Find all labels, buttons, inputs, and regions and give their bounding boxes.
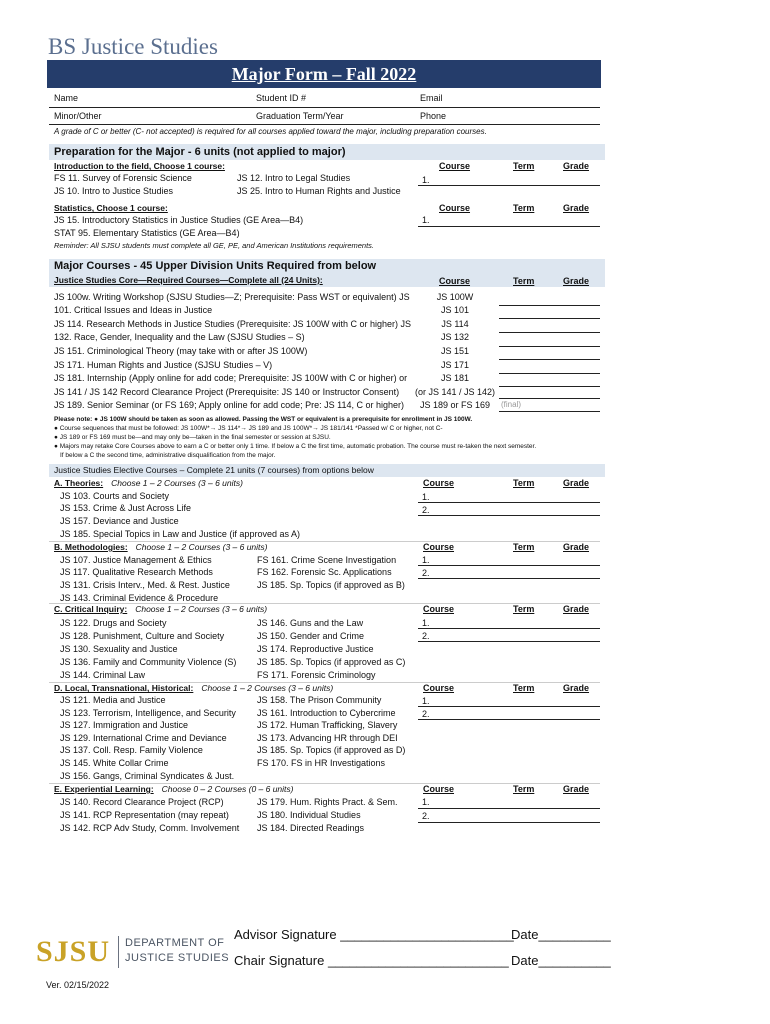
elective-course: JS 179. Hum. Rights Pract. & Sem. [257,797,398,807]
version-label: Ver. 02/15/2022 [46,980,110,990]
elective-course: JS 184. Directed Readings [257,823,365,833]
term-header: Term [513,683,535,693]
elective-group-header [54,604,267,614]
entry-line[interactable] [418,808,600,809]
note-line: ● JS 189 or FS 169 must be—and may only be—taken in the final semester or session at SJSU. [54,434,331,441]
elective-course: JS 142. RCP Adv Study, Comm. Involvement [60,823,240,833]
elective-course: JS 185. Special Topics in Law and Justice (if approved as A) [60,529,300,539]
elective-course: JS 121. Media and Justice [60,695,166,705]
entry-line[interactable] [418,822,600,823]
intro-course: FS 11. Survey of Forensic Science [54,173,192,183]
grade-note: A grade of C or better (C- not accepted) is required for all courses applied toward the major, including preparation courses. [54,127,487,136]
row-number: 2. [422,505,430,515]
elective-course: JS 128. Punishment, Culture and Society [60,631,225,641]
row-number: 1. [422,492,430,502]
elective-group-label: D. Local, Transnational, Historical: [54,683,194,693]
course-code: JS 132 [440,332,470,342]
group-divider [49,541,600,542]
stats-label: Statistics, Choose 1 course: [54,203,168,213]
intro-course: JS 10. Intro to Justice Studies [54,186,174,196]
intro-course: JS 12. Intro to Legal Studies [237,173,351,183]
row-number: 2. [422,709,430,719]
intro-label: Introduction to the field, Choose 1 course: [54,161,225,171]
elective-course: JS 153. Crime & Just Across Life [60,503,192,513]
row-number: 1. [422,215,430,225]
course-header: Course [423,784,455,794]
course-code: JS 101 [440,305,470,315]
stats-course: STAT 95. Elementary Statistics (GE Area—B4) [54,228,240,238]
elective-group-header [54,784,294,794]
logo-divider [118,936,119,968]
department-line: DEPARTMENT OF [125,937,225,949]
row-number: 2. [422,631,430,641]
elective-course: JS 156. Gangs, Criminal Syndicates & Just. [60,771,235,781]
entry-line[interactable] [418,578,600,579]
elective-course: JS 127. Immigration and Justice [60,720,189,730]
course-code: JS 151 [440,346,470,356]
chair-signature[interactable]: Chair Signature _________________________ [234,953,509,968]
core-course: JS 181. Internship (Apply online for add code; Prerequisite: JS 100W with C or higher) or [54,373,408,383]
prep-heading: Preparation for the Major - 6 units (not applied to major) [49,144,605,160]
core-course: 132. Race, Gender, Inequality and the Law (SJSU Studies – S) [54,332,305,342]
elective-group-rule: Choose 0 – 2 Courses (0 – 6 units) [161,784,294,794]
entry-line[interactable] [499,359,600,360]
elective-course: JS 172. Human Trafficking, Slavery [257,720,398,730]
row-number: 1. [422,797,430,807]
elective-course: JS 174. Reproductive Justice [257,644,374,654]
entry-line[interactable] [418,719,600,720]
course-header: Course [439,276,471,286]
term-header: Term [513,542,535,552]
elective-course: JS 130. Sexuality and Justice [60,644,178,654]
elective-course: JS 173. Advancing HR through DEI [257,733,398,743]
department-name [125,936,229,966]
elective-course: JS 157. Deviance and Justice [60,516,179,526]
course-header: Course [423,478,455,488]
elective-course: JS 180. Individual Studies [257,810,361,820]
term-header: Term [513,604,535,614]
elective-course: JS 137. Coll. Resp. Family Violence [60,745,203,755]
entry-line[interactable] [499,386,600,387]
intro-course: JS 25. Intro to Human Rights and Justice [237,186,401,196]
entry-line[interactable] [418,515,600,516]
note-line: If below a C the second time, administrative disqualification from the major. [60,452,276,459]
elective-course: JS 185. Sp. Topics (if approved as D) [257,745,406,755]
email-label: Email [420,93,443,103]
department-line: JUSTICE STUDIES [125,952,230,964]
name-label: Name [54,93,79,103]
core-course: JS 171. Human Rights and Justice (SJSU Studies – V) [54,360,273,370]
course-code: JS 171 [440,360,470,370]
core-course: JS 189. Senior Seminar (or FS 169; Apply online for add code; Pre: JS 114, C or higher) [54,400,405,410]
entry-line[interactable] [499,398,600,399]
elective-course: JS 150. Gender and Crime [257,631,365,641]
term-header: Term [513,784,535,794]
reminder: Reminder: All SJSU students must complete all GE, PE, and American Institutions requirements. [54,241,374,250]
stats-course: JS 15. Introductory Statistics in Justice Studies (GE Area—B4) [54,215,304,225]
elective-course: JS 140. Record Clearance Project (RCP) [60,797,224,807]
elective-group-rule: Choose 1 – 2 Courses (3 – 6 units) [201,683,334,693]
course-header: Course [439,203,471,213]
info-row-line [49,107,600,108]
entry-line[interactable] [418,641,600,642]
course-code: JS 114 [441,319,469,329]
elective-course: FS 171. Forensic Criminology [257,670,376,680]
elective-course: JS 103. Courts and Society [60,491,170,501]
entry-line[interactable] [418,226,600,227]
group-divider [49,603,600,604]
elective-course: JS 141. RCP Representation (may repeat) [60,810,229,820]
entry-line[interactable] [418,565,600,566]
core-label: Justice Studies Core—Required Courses—Complete all (24 Units): [49,274,605,287]
info-row-line [49,124,600,125]
advisor-signature[interactable]: Advisor Signature ________________________ [234,927,514,942]
elective-course: JS 129. International Crime and Deviance [60,733,227,743]
row-number: 1. [422,696,430,706]
course-code: JS 100W [436,292,474,302]
row-number: 2. [422,811,430,821]
grade-header: Grade [563,203,590,213]
course-header: Course [423,542,455,552]
elective-course: JS 131. Crisis Interv., Med. & Rest. Justice [60,580,230,590]
grad-term-label: Graduation Term/Year [256,111,344,121]
course-header: Course [439,161,471,171]
row-number: 1. [422,175,430,185]
group-divider [49,682,600,683]
elective-course: JS 107. Justice Management & Ethics [60,555,212,565]
course-code: JS 181 [440,373,470,383]
entry-line[interactable] [418,502,600,503]
elective-course: JS 117. Qualitative Research Methods [60,567,213,577]
elective-course: JS 161. Introduction to Cybercrime [257,708,396,718]
grade-header: Grade [563,161,590,171]
entry-line[interactable] [499,318,600,319]
core-course: JS 100w. Writing Workshop (SJSU Studies—Z; Prerequisite: Pass WST or equivalent) JS [54,292,410,302]
advisor-date[interactable]: Date__________ [511,927,611,942]
entry-line[interactable] [499,411,600,412]
course-code: JS 189 or FS 169 [419,400,491,410]
course-header: Course [423,683,455,693]
sjsu-logo: SJSU [36,935,111,968]
row-number: 1. [422,555,430,565]
elective-group-rule: Choose 1 – 2 Courses (3 – 6 units) [135,542,268,552]
page-title: BS Justice Studies [48,34,218,59]
core-course: 101. Critical Issues and Ideas in Justice [54,305,213,315]
term-header: Term [513,203,535,213]
final-label: (final) [501,400,522,409]
elective-group-header [54,542,268,552]
core-course: JS 151. Criminological Theory (may take with or after JS 100W) [54,346,308,356]
elective-group-rule: Choose 1 – 2 Courses (3 – 6 units) [135,604,268,614]
term-header: Term [513,478,535,488]
core-course: JS 141 / JS 142 Record Clearance Project (Prerequisite: JS 140 or Instructor Consent) [54,387,400,397]
entry-line[interactable] [499,346,600,347]
group-divider [49,783,600,784]
minor-label: Minor/Other [54,111,102,121]
elective-group-label: E. Experiential Learning: [54,784,154,794]
grade-header: Grade [563,478,590,488]
elective-group-label: B. Methodologies: [54,542,128,552]
major-heading: Major Courses - 45 Upper Division Units Required from below [49,259,605,274]
elective-course: JS 185. Sp. Topics (if approved as B) [257,580,405,590]
row-number: 2. [422,568,430,578]
elective-course: JS 123. Terrorism, Intelligence, and Security [60,708,236,718]
elective-course: JS 146. Guns and the Law [257,618,364,628]
entry-line[interactable] [418,185,600,186]
grade-header: Grade [563,604,590,614]
elective-group-header [54,478,243,488]
phone-label: Phone [420,111,447,121]
entry-line[interactable] [418,628,600,629]
elective-course: FS 162. Forensic Sc. Applications [257,567,392,577]
course-header: Course [423,604,455,614]
note-line: Please note: ● JS 100W should be taken as soon as allowed. Passing the WST or equivalent is a prerequisite for enrollment in JS 100W. [54,416,473,423]
elective-group-rule: Choose 1 – 2 Courses (3 – 6 units) [111,478,243,488]
grade-header: Grade [563,542,590,552]
grade-header: Grade [563,276,590,286]
elective-course: JS 145. White Collar Crime [60,758,169,768]
grade-header: Grade [563,784,590,794]
entry-line[interactable] [499,332,600,333]
chair-date[interactable]: Date__________ [511,953,611,968]
form-title: Major Form – Fall 2022 [231,64,417,84]
grade-header: Grade [563,683,590,693]
elective-group-header [54,683,333,693]
entry-line[interactable] [499,305,600,306]
term-header: Term [513,276,535,286]
row-number: 1. [422,618,430,628]
elective-course: JS 122. Drugs and Society [60,618,167,628]
elective-course: JS 136. Family and Community Violence (S) [60,657,237,667]
elective-course: FS 161. Crime Scene Investigation [257,555,397,565]
note-line: ● Course sequences that must be followed: JS 100W*→ JS 114*→ JS 189 and JS 100W*→ JS 181/141 *Passed w/ C or higher, not C- [54,425,443,432]
elective-course: FS 170. FS in HR Investigations [257,758,386,768]
electives-heading: Justice Studies Elective Courses – Complete 21 units (7 courses) from options below [49,464,605,477]
course-code: (or JS 141 / JS 142) [414,387,496,397]
note-line: ● Majors may retake Core Courses above to earn a C or better only 1 time. If below a C the first time, automatic probation. The course must re-taken the next semester. [54,443,537,450]
core-course: JS 114. Research Methods in Justice Studies (Prerequisite: JS 100W with C or higher) JS [54,319,411,329]
entry-line[interactable] [418,706,600,707]
elective-course: JS 144. Criminal Law [60,670,146,680]
term-header: Term [513,161,535,171]
elective-course: JS 158. The Prison Community [257,695,382,705]
elective-group-label: A. Theories: [54,478,104,488]
elective-course: JS 143. Criminal Evidence & Procedure [60,593,219,603]
elective-group-label: C. Critical Inquiry: [54,604,128,614]
student-id-label: Student ID # [256,93,307,103]
entry-line[interactable] [499,373,600,374]
elective-course: JS 185. Sp. Topics (if approved as C) [257,657,406,667]
